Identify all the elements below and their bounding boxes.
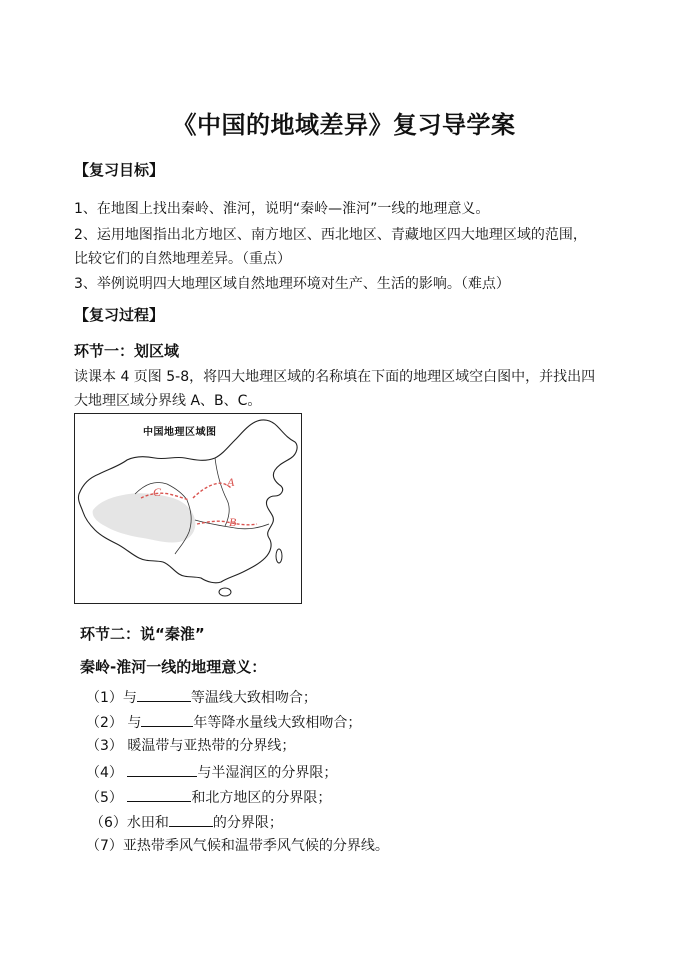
step-2-heading: 环节二：说“秦淮” bbox=[80, 625, 205, 643]
item-2-prefix: （2） 与 bbox=[86, 715, 142, 731]
item-4-prefix: （4） bbox=[86, 765, 123, 781]
taiwan-island bbox=[276, 549, 282, 563]
plateau-shading bbox=[93, 493, 196, 542]
china-region-map bbox=[74, 413, 302, 604]
step-1-instruction-line-1: 读课本 4 页图 5-8，将四大地理区域的名称填在下面的地理区域空白图中，并找出四 bbox=[74, 369, 596, 385]
item-7-text: （7）亚热带季风气候和温带季风气候的分界线。 bbox=[86, 838, 389, 854]
goal-2-line-2: 比较它们的自然地理差异。（重点） bbox=[74, 251, 291, 267]
item-6-suffix: 的分界限； bbox=[212, 815, 283, 831]
internal-boundary-4 bbox=[215, 458, 229, 526]
fill-blank-2[interactable] bbox=[141, 711, 193, 727]
item-5-prefix: （5） bbox=[86, 790, 123, 806]
item-3-text: （3） 暖温带与亚热带的分界线； bbox=[86, 738, 296, 754]
item-1-suffix: 等温线大致相吻合； bbox=[190, 690, 317, 706]
goal-2-line-1: 2、运用地图指出北方地区、南方地区、西北地区、青藏地区四大地理区域的范围， bbox=[74, 227, 587, 243]
significance-item-2 bbox=[86, 711, 361, 733]
significance-item-1 bbox=[86, 686, 317, 708]
fill-blank-1[interactable] bbox=[137, 686, 191, 702]
significance-item-6 bbox=[90, 811, 283, 833]
item-5-suffix: 和北方地区的分界限； bbox=[191, 790, 332, 806]
goal-1: 1、在地图上找出秦岭、淮河，说明“秦岭—淮河”一线的地理意义。 bbox=[74, 201, 490, 217]
map-title: 中国地理区域图 bbox=[143, 427, 217, 438]
step-1-instruction-line-2: 大地理区域分界线 A、B、C。 bbox=[74, 393, 262, 409]
fill-blank-4[interactable] bbox=[127, 761, 197, 777]
step-2-subheading: 秦岭-淮河一线的地理意义： bbox=[80, 658, 267, 676]
goal-3: 3、举例说明四大地理区域自然地理环境对生产、生活的影响。（难点） bbox=[74, 276, 510, 292]
significance-item-3 bbox=[86, 736, 295, 756]
china-outline-svg bbox=[75, 414, 303, 605]
fill-blank-5[interactable] bbox=[127, 786, 191, 802]
significance-item-4 bbox=[86, 761, 337, 783]
section-heading-goals: 【复习目标】 bbox=[74, 161, 165, 179]
map-label-b: B bbox=[229, 515, 237, 529]
section-heading-process: 【复习过程】 bbox=[74, 306, 165, 324]
document-title: 《中国的地域差异》复习导学案 bbox=[172, 111, 516, 139]
item-4-suffix: 与半湿润区的分界限； bbox=[197, 765, 338, 781]
step-1-heading: 环节一：划区域 bbox=[74, 342, 180, 360]
map-label-c: C bbox=[153, 485, 162, 499]
hainan-island bbox=[219, 588, 231, 596]
item-1-prefix: （1）与 bbox=[86, 690, 137, 706]
significance-item-5 bbox=[86, 786, 331, 808]
item-6-prefix: （6）水田和 bbox=[90, 815, 169, 831]
fill-blank-6[interactable] bbox=[169, 811, 213, 827]
item-2-suffix: 年等降水量线大致相吻合； bbox=[193, 715, 362, 731]
significance-item-7 bbox=[86, 836, 389, 856]
map-label-a: A bbox=[227, 475, 235, 489]
